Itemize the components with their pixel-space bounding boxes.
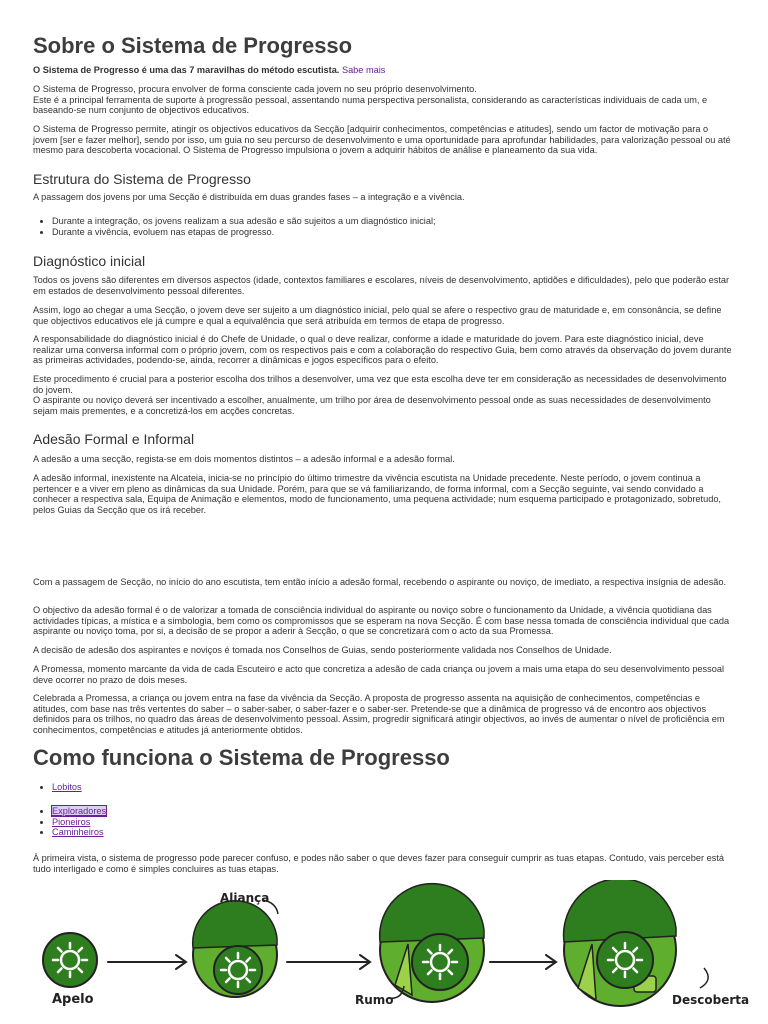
apelo-emblem	[43, 933, 97, 987]
progress-diagram	[0, 880, 768, 1024]
page-title: Sobre o Sistema de Progresso	[33, 33, 353, 58]
pioneiros-link[interactable]: Pioneiros	[52, 816, 91, 827]
lobitos-link[interactable]: Lobitos	[52, 782, 82, 792]
paragraph-15: À primeira vista, o sistema de progresso pode parecer confuso, e podes não saber o que deves fazer para conseguir cumprir as tuas etapas. Contudo, vais perceber está tudo interligado e como é simples concluires as tuas etapas.	[33, 853, 724, 874]
arrow-2	[287, 955, 370, 969]
label-descoberta: Descoberta	[672, 993, 750, 1007]
link-item	[52, 827, 735, 838]
caminheiros-link[interactable]: Caminheiros	[52, 827, 104, 838]
descoberta-pointer	[700, 968, 708, 988]
label-apelo: Apelo	[52, 992, 94, 1007]
paragraph-14: Celebrada a Promessa, a criança ou jovem entra na fase da vivência da Secção. A proposta de progresso assenta na aquisição de conhecimentos, competências e atitudes, com base nas três vertentes do saber – o saber-saber, o saber-fazer e o saber-ser. Pretende-se que a dinâmica de progresso vá de encontro aos objectivos definidos para os trilhos, no quadro das áreas de desenvolvimento pessoal. Assim, progredir significará atingir objectivos, ao invés de aumentar o nível de proficiência em conhecimentos, competências e atitudes já anteriormente obtidos.	[33, 693, 725, 735]
paragraph-1a: O Sistema de Progresso, procura envolver de forma consciente cada jovem no seu próprio desenvolvimento.	[33, 84, 477, 94]
link-item	[52, 782, 735, 793]
exploradores-link[interactable]: Exploradores	[52, 806, 107, 816]
rumo-emblem	[380, 884, 484, 1002]
arrow-1	[108, 955, 186, 969]
paragraph-2: O Sistema de Progresso permite, atingir os objectivos educativos da Secção [adquirir conhecimentos, competências e atitudes], sendo um factor de motivação para o jovem [ser e fazer melhor], sendo por isso, um guia no seu percurso de desenvolvimento e uma oportunidade para aprofundar habilidades, para valorização pessoal ou até mesmo para descoberta vocacional. O Sistema de Progresso impulsiona o jovem a adquirir hábitos de análise e planeamento da sua vida.	[33, 124, 731, 156]
paragraph-7a: Este procedimento é crucial para a posterior escolha dos trilhos a desenvolver, uma vez que esta escolha deve ter em consideração as necessidades de desenvolvimento do jovem.	[33, 374, 727, 395]
sabe-mais-link[interactable]: Sabe mais	[341, 65, 386, 75]
paragraph-7b: O aspirante ou noviço deverá ser incentivado a escolher, anualmente, um trilho por área de desenvolvimento pessoal onde as suas necessidades de desenvolvimento sejam mais prementes, e a concretizá-los em acções concretas.	[33, 395, 711, 416]
heading-adesao: Adesão Formal e Informal	[33, 431, 195, 447]
paragraph-8: A adesão a uma secção, regista-se em dois momentos distintos – a adesão informal e a adesão formal.	[33, 454, 455, 464]
paragraph-4: Todos os jovens são diferentes em diversos aspectos (idade, contextos familiares e escolares, níveis de desenvolvimento, aptidões e dificuldades), pelo que poderão estar em estados de desenvolvimento pessoal diferentes.	[33, 275, 730, 296]
section-links-2	[33, 806, 735, 838]
paragraph-11: O objectivo da adesão formal é o de valorizar a tomada de consciência individual do aspirante ou noviço sobre o funcionamento da Unidade, a vivência quotidiana das actividades típicas, a mística e a simbologia, bem como os compromissos que se esperam na nova Secção. É com base nessa tomada de consciência individual que cada aspirante ou noviço toma, por si, a decisão de se propor a aderir à Secção, o que se concretizará com o acto da sua Promessa.	[33, 605, 730, 637]
label-rumo: Rumo	[355, 993, 394, 1007]
descoberta-emblem	[564, 880, 676, 1006]
paragraph-7	[33, 374, 735, 416]
paragraph-9: A adesão informal, inexistente na Alcateia, inicia-se no princípio do último trimestre da vivência escutista na Unidade precedente. Neste período, o jovem continua a pertencer e a viver em pleno as dinâmicas da sua Unidade. Porém, para que se vá familiarizando, de forma informal, com a Secção seguinte, vai sendo convidado a conhecer a respectiva sala, Equipa de Animação e elementos, modo de funcionamento, uma pequena actividade; num esquema participado e protagonizado, sobretudo, pelos Guias da Secção que os irá receber.	[33, 473, 721, 515]
paragraph-10: Com a passagem de Secção, no início do ano escutista, tem então início a adesão formal, recebendo o aspirante ou noviço, de imediato, a respectiva insígnia de adesão.	[33, 577, 727, 587]
link-item	[52, 817, 735, 828]
arrow-3	[490, 955, 556, 969]
heading-estrutura: Estrutura do Sistema de Progresso	[33, 171, 251, 187]
intro	[33, 65, 735, 76]
paragraph-12: A decisão de adesão dos aspirantes e noviços é tomada nos Conselhos de Guias, sendo posteriormente validada nos Conselhos de Unidade.	[33, 645, 612, 655]
paragraph-6: A responsabilidade do diagnóstico inicial é do Chefe de Unidade, o qual o deve realizar, conforme a idade e maturidade do jovem. Para este diagnóstico inicial, deve realizar uma conversa informal com o próprio jovem, com os respectivos pais e com a colaboração do respectivo Guia, bem como através da observação do jovem durante as primeiras actividades, podendo-se, ainda, recorrer a dinâmicas e jogos específicos para o efeito.	[33, 334, 732, 366]
paragraph-1	[33, 84, 735, 116]
section-links-1	[33, 782, 735, 793]
heading-diagnostico: Diagnóstico inicial	[33, 253, 146, 269]
list-fases	[33, 216, 735, 237]
paragraph-5: Assim, logo ao chegar a uma Secção, o jovem deve ser sujeito a um diagnóstico inicial, pelo qual se afere o respectivo grau de maturidade e, em consonância, se define que objectivos educativos ele já cumpre e qual a equivalência que será atribuída em termos de etapa de progresso.	[33, 305, 722, 326]
paragraph-1b: Este é a principal ferramenta de suporte à progressão pessoal, assentando numa perspectiva personalista, considerando as características individuais de cada um, e baseando-se num conjunto de objectivos educativos.	[33, 94, 708, 116]
intro-bold: O Sistema de Progresso é uma das 7 maravilhas do método escutista.	[33, 65, 340, 75]
list-item: • Durante a integração, os jovens realizam a sua adesão e são sujeitos a um diagnóstico inicial;	[52, 216, 735, 227]
label-alianca: Aliança	[220, 891, 270, 905]
paragraph-3: A passagem dos jovens por uma Secção é distribuída em duas grandes fases – a integração e a vivência.	[33, 192, 465, 202]
link-item	[52, 806, 735, 817]
paragraph-13: A Promessa, momento marcante da vida de cada Escuteiro e acto que concretiza a adesão de cada criança ou jovem a mais uma etapa do seu desenvolvimento pessoal deve ocorrer no prazo de dois meses.	[33, 664, 724, 685]
list-item: • Durante a vivência, evoluem nas etapas de progresso.	[52, 227, 735, 238]
heading-como-funciona: Como funciona o Sistema de Progresso	[33, 745, 450, 770]
alianca-emblem	[193, 901, 277, 997]
